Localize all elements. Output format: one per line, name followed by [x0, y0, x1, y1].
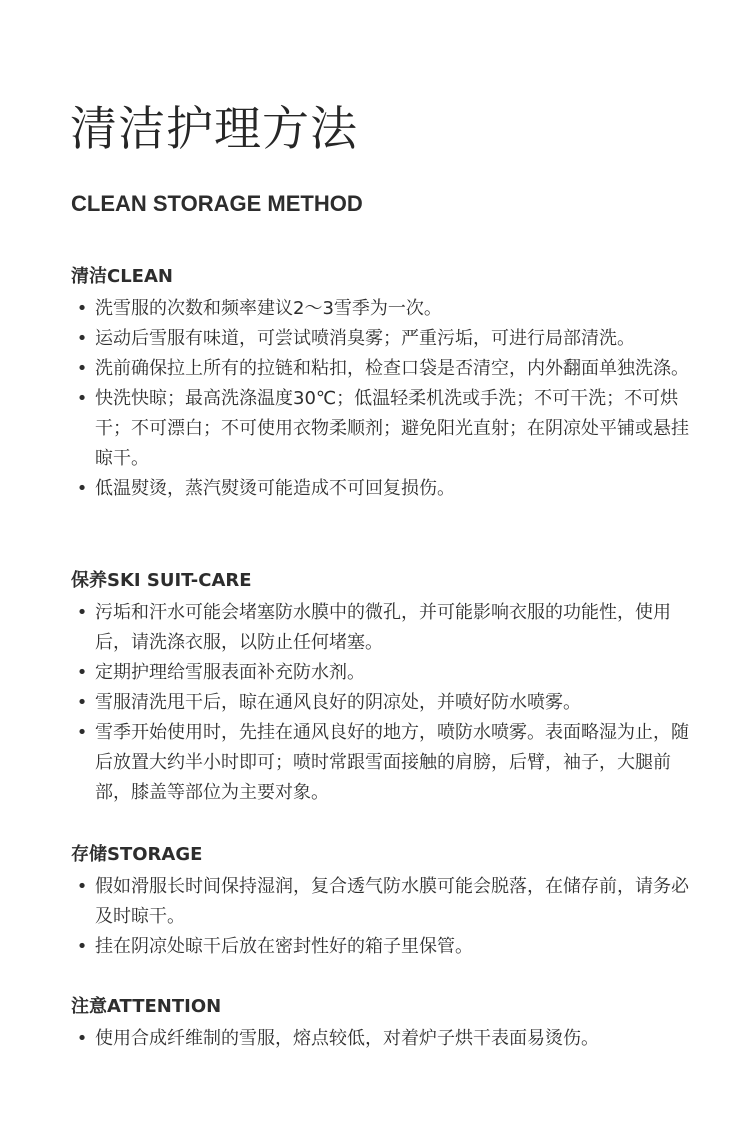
list-item	[71, 294, 701, 324]
list-item-text: 定期护理给雪服表面补充防水剂。	[95, 662, 365, 683]
list-item-text: 雪服清洗甩干后，晾在通风良好的阴凉处，并喷好防水喷雾。	[95, 692, 581, 713]
list-item-text: 运动后雪服有味道，可尝试喷消臭雾；严重污垢，可进行局部清洗。	[95, 328, 635, 349]
list-item-text: 洗前确保拉上所有的拉链和粘扣，检查口袋是否清空，内外翻面单独洗涤。	[95, 358, 689, 379]
list-item-text: 快洗快晾；最高洗涤温度30℃；低温轻柔机洗或手洗；不可干洗；不可烘干；不可漂白；不可使用衣物柔顺剂；避免阳光直射；在阴凉处平铺或悬挂晾干。	[95, 388, 689, 469]
list-item	[71, 474, 701, 504]
list-item	[71, 384, 701, 474]
bullet-icon: •	[76, 936, 88, 957]
section-clean	[71, 262, 701, 504]
section-heading-attention: 注意ATTENTION	[71, 996, 222, 1017]
section-heading-care: 保养SKI SUIT-CARE	[71, 570, 252, 591]
bullet-icon: •	[76, 602, 88, 623]
bullet-icon: •	[76, 692, 88, 713]
list-item-text: 挂在阴凉处晾干后放在密封性好的箱子里保管。	[95, 936, 473, 957]
storage-list	[71, 872, 701, 962]
list-item-text: 低温熨烫，蒸汽熨烫可能造成不可回复损伤。	[95, 478, 455, 499]
page-title: 清洁护理方法	[70, 102, 358, 157]
list-item	[71, 932, 701, 962]
list-item	[71, 1024, 701, 1054]
bullet-icon: •	[76, 876, 88, 897]
list-item-text: 污垢和汗水可能会堵塞防水膜中的微孔，并可能影响衣服的功能性，使用后，请洗涤衣服，以防止任何堵塞。	[95, 602, 671, 653]
bullet-icon: •	[76, 1028, 88, 1049]
list-item	[71, 688, 701, 718]
bullet-icon: •	[76, 662, 88, 683]
bullet-icon: •	[76, 478, 88, 499]
attention-list	[71, 1024, 701, 1054]
list-item-text: 洗雪服的次数和频率建议2～3雪季为一次。	[95, 298, 442, 319]
page-subtitle: CLEAN STORAGE METHOD	[71, 191, 363, 216]
section-heading-clean: 清洁CLEAN	[71, 266, 173, 287]
list-item	[71, 324, 701, 354]
bullet-icon: •	[76, 328, 88, 349]
section-heading-storage: 存储STORAGE	[71, 844, 203, 865]
section-attention	[71, 992, 701, 1054]
list-item	[71, 354, 701, 384]
list-item	[71, 718, 701, 808]
list-item-text: 使用合成纤维制的雪服，熔点较低，对着炉子烘干表面易烫伤。	[95, 1028, 599, 1049]
bullet-icon: •	[76, 388, 88, 409]
section-storage	[71, 840, 701, 962]
clean-list	[71, 294, 701, 504]
bullet-icon: •	[76, 358, 88, 379]
care-list	[71, 598, 701, 808]
bullet-icon: •	[76, 722, 88, 743]
list-item-text: 雪季开始使用时，先挂在通风良好的地方，喷防水喷雾。表面略湿为止，随后放置大约半小时即可；喷时常跟雪面接触的肩膀，后臂，袖子，大腿前部，膝盖等部位为主要对象。	[95, 722, 689, 803]
list-item-text: 假如滑服长时间保持湿润，复合透气防水膜可能会脱落，在储存前，请务必及时晾干。	[95, 876, 689, 927]
bullet-icon: •	[76, 298, 88, 319]
list-item	[71, 598, 701, 658]
section-care	[71, 566, 701, 808]
list-item	[71, 872, 701, 932]
list-item	[71, 658, 701, 688]
